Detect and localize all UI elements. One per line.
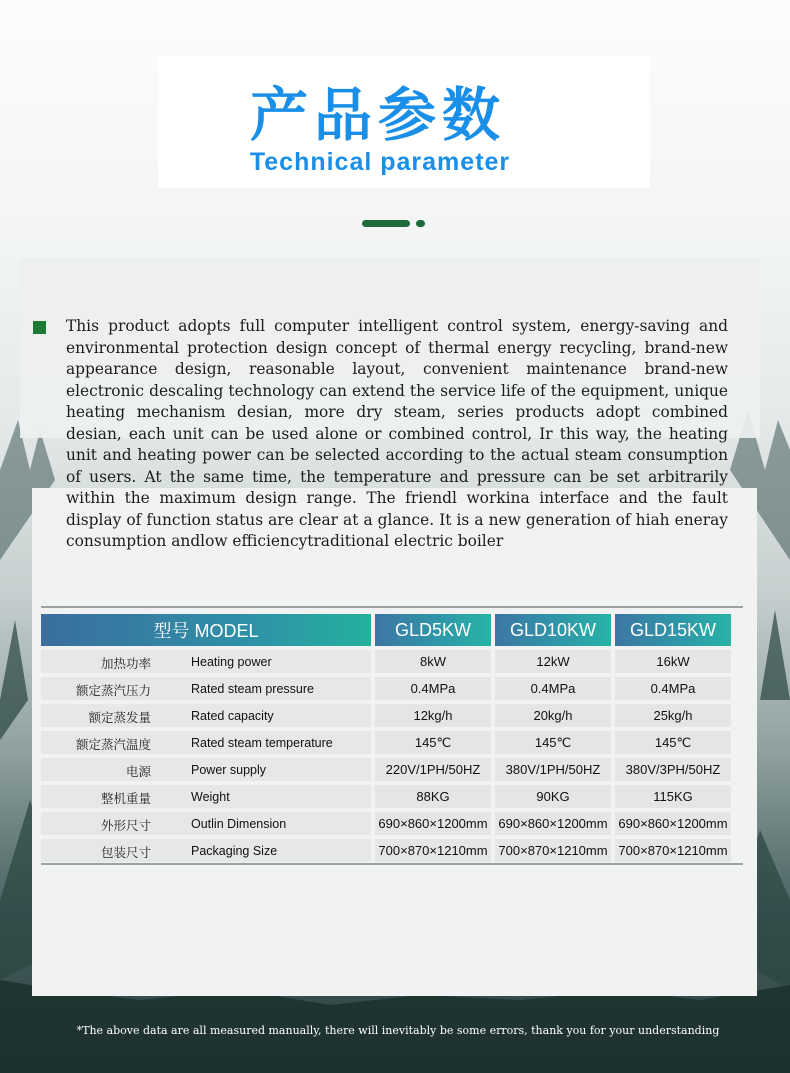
row-label-en: Weight <box>191 790 230 804</box>
footnote: *The above data are all measured manually, there will inevitably be some errors, thank you for your understanding <box>76 1024 720 1037</box>
row-label-cn: 外形尺寸 <box>100 818 151 833</box>
table-cell: 20kg/h <box>495 704 611 727</box>
table-cell: 700×870×1210mm <box>495 839 611 862</box>
table-cell: 690×860×1200mm <box>375 812 491 835</box>
row-label <box>41 812 371 835</box>
table-cell: 12kg/h <box>375 704 491 727</box>
table-cell: 88KG <box>375 785 491 808</box>
table-cell: 25kg/h <box>615 704 731 727</box>
page-title-chinese: 产品参数 <box>249 81 506 149</box>
row-label-cn: 包装尺寸 <box>100 845 151 860</box>
bullet-square-icon <box>33 321 46 334</box>
model-header-cn: 型号 <box>153 621 190 641</box>
row-label <box>41 785 371 808</box>
row-label-cn: 额定蒸发量 <box>88 710 151 725</box>
row-label <box>41 731 371 754</box>
row-label <box>41 704 371 727</box>
model-column-header: GLD5KW <box>375 614 491 646</box>
page-title-english: Technical parameter <box>249 148 511 176</box>
table-bottom-rule <box>41 863 743 865</box>
row-label-en: Rated steam temperature <box>191 736 333 750</box>
model-column-header: GLD15KW <box>615 614 731 646</box>
row-label-en: Rated steam pressure <box>191 682 314 696</box>
table-cell: 380V/1PH/50HZ <box>495 758 611 781</box>
row-label-en: Power supply <box>191 763 267 777</box>
table-row <box>41 650 731 673</box>
table-cell: 700×870×1210mm <box>375 839 491 862</box>
spec-table <box>37 610 735 866</box>
product-description: This product adopts full computer intelligent control system, energy-saving and environmental protection design concept of thermal energy recycling, brand-new appearance design, reasonable layout, convenient maintenance brand-new electronic descaling technology can extend the service life of the equipment, unique heating mechanism desian, more dry steam, series products adopt combined desian, each unit can be used alone or combined control, Ir this way, the heating unit and heating power can be selected according to the actual steam consumption of users. At the same time, the temperature and pressure can be set arbitrarily within the maximum design range. The friendl workina interface and the fault display of function status are clear at a glance. It is a new generation of hiah eneray consumption andlow efficiencytraditional electric boiler <box>66 317 728 550</box>
table-cell: 0.4MPa <box>375 677 491 700</box>
row-label-en: Heating power <box>191 655 272 669</box>
row-label-en: Outlin Dimension <box>191 817 287 831</box>
table-cell: 12kW <box>495 650 611 673</box>
table-cell: 380V/3PH/50HZ <box>615 758 731 781</box>
table-cell: 145℃ <box>375 731 491 754</box>
table-cell: 0.4MPa <box>615 677 731 700</box>
row-label-cn: 电源 <box>125 764 151 779</box>
table-cell: 690×860×1200mm <box>495 812 611 835</box>
title-divider-dot <box>416 220 425 227</box>
model-header-en: MODEL <box>194 621 259 641</box>
title-divider-bar <box>362 220 410 227</box>
table-top-rule <box>41 606 743 608</box>
table-cell: 690×860×1200mm <box>615 812 731 835</box>
table-row <box>41 731 731 754</box>
table-cell: 115KG <box>615 785 731 808</box>
row-label-cn: 额定蒸汽压力 <box>75 683 151 698</box>
row-label-en: Rated capacity <box>191 709 274 723</box>
table-cell: 145℃ <box>615 731 731 754</box>
row-label-cn: 加热功率 <box>100 656 151 671</box>
row-label-cn: 额定蒸汽温度 <box>75 737 151 752</box>
table-header-row <box>41 614 731 646</box>
table-cell: 90KG <box>495 785 611 808</box>
table-cell: 16kW <box>615 650 731 673</box>
table-row <box>41 704 731 727</box>
row-label <box>41 758 371 781</box>
model-column-header: GLD10KW <box>495 614 611 646</box>
table-row <box>41 839 731 862</box>
table-cell: 8kW <box>375 650 491 673</box>
table-row <box>41 677 731 700</box>
table-cell: 700×870×1210mm <box>615 839 731 862</box>
row-label-en: Packaging Size <box>191 844 278 858</box>
table-row <box>41 812 731 835</box>
table-cell: 220V/1PH/50HZ <box>375 758 491 781</box>
table-cell: 0.4MPa <box>495 677 611 700</box>
row-label <box>41 839 371 862</box>
row-label <box>41 650 371 673</box>
table-row <box>41 785 731 808</box>
row-label <box>41 677 371 700</box>
table-row <box>41 758 731 781</box>
model-header-cell <box>41 614 371 646</box>
table-cell: 145℃ <box>495 731 611 754</box>
row-label-cn: 整机重量 <box>100 791 151 806</box>
